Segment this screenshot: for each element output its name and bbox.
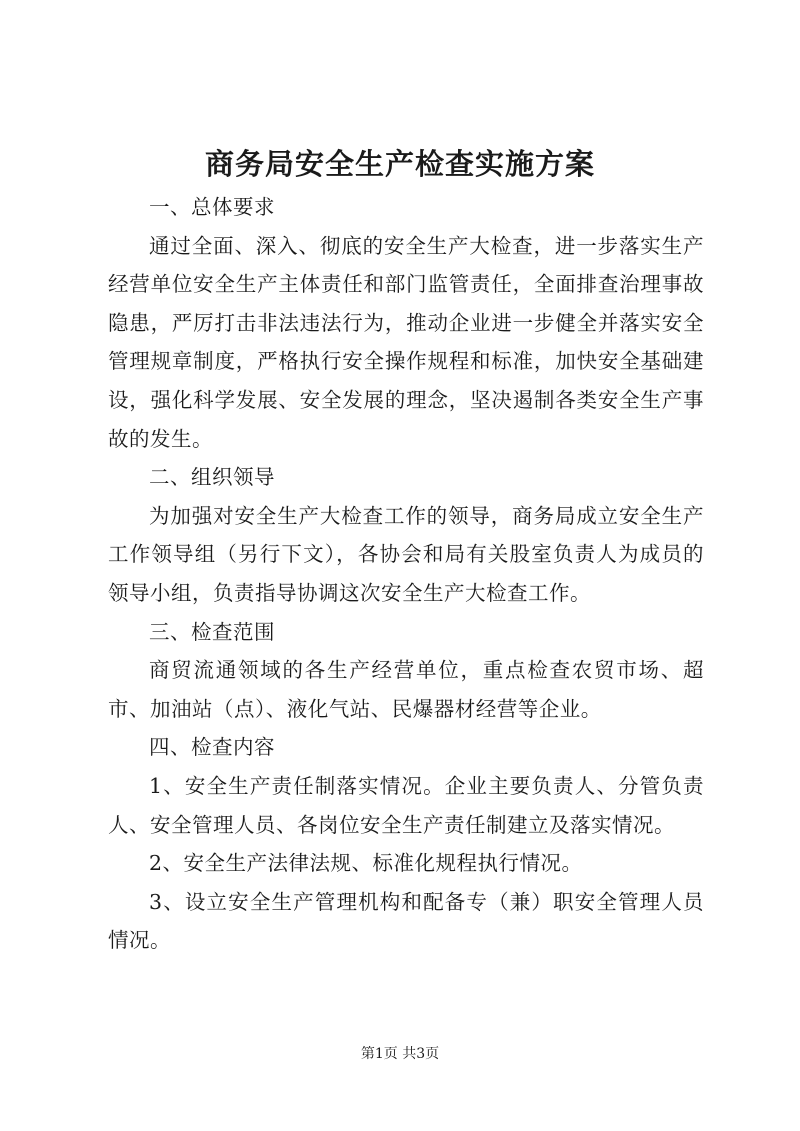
page-footer: 第1页 共3页: [360, 1046, 440, 1062]
list-item-content-2: 2、安全生产法律法规、标准化规程执行情况。: [149, 851, 583, 876]
document-body: [108, 188, 704, 960]
paragraph-scope: 商贸流通领域的各生产经营单位，重点检查农贸市场、超市、加油站（点）、液化气站、民爆器材经营等企业。: [108, 658, 704, 721]
paragraph-general-requirements: 通过全面、深入、彻底的安全生产大检查，进一步落实生产经营单位安全生产主体责任和部门监管责任，全面排查治理事故隐患，严厉打击非法违法行为，推动企业进一步健全并落实安全管理规章制度，严格执行安全操作规程和标准，加快安全基础建设，强化科学发展、安全发展的理念，坚决遏制各类安全生产事故的发生。: [108, 233, 704, 451]
page-title: 商务局安全生产检查实施方案: [204, 147, 595, 181]
section-heading-organization: 二、组织领导: [149, 465, 275, 490]
paragraph-organization: 为加强对安全生产大检查工作的领导，商务局成立安全生产工作领导组（另行下文），各协会和局有关股室负责人为成员的领导小组，负责指导协调这次安全生产大检查工作。: [108, 503, 704, 605]
section-heading-scope: 三、检查范围: [149, 619, 275, 644]
section-heading-content: 四、检查内容: [149, 735, 275, 760]
list-item-content-3: 3、设立安全生产管理机构和配备专（兼）职安全管理人员情况。: [108, 889, 704, 953]
section-heading-general-requirements: 一、总体要求: [149, 195, 275, 219]
list-item-content-1: 1、安全生产责任制落实情况。企业主要负责人、分管负责人、安全管理人员、各岗位安全生产责任制建立及落实情况。: [108, 773, 704, 837]
